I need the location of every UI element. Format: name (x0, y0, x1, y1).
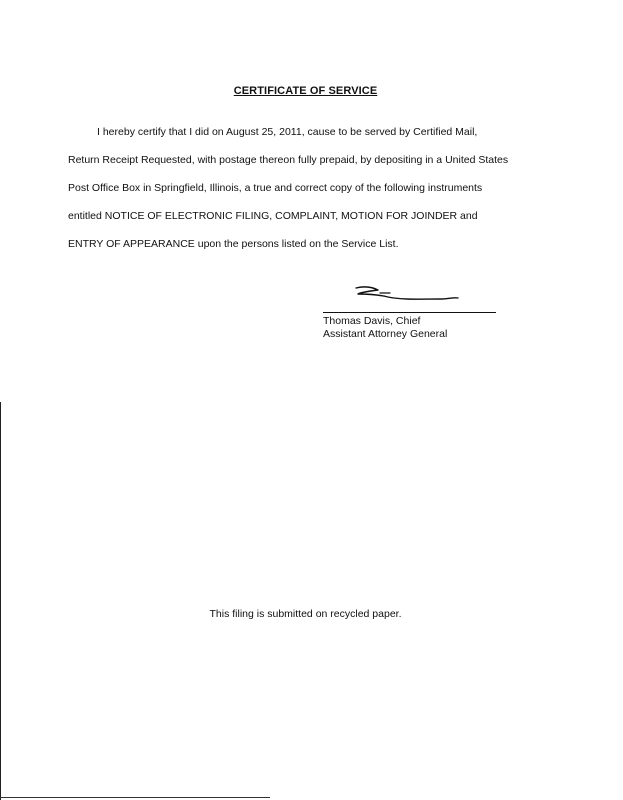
signer-name: Thomas Davis, Chief (323, 315, 421, 327)
signature-mark (350, 284, 462, 304)
scan-edge-line (0, 402, 1, 800)
document-title: CERTIFICATE OF SERVICE (233, 85, 378, 97)
body-line: entitled NOTICE OF ELECTRONIC FILING, COMPLAINT, MOTION FOR JOINDER and (68, 210, 478, 222)
body-line: I hereby certify that I did on August 25, 2011, cause to be served by Certified Mail, (97, 126, 478, 138)
recycled-paper-note: This filing is submitted on recycled paper. (209, 608, 402, 620)
signer-title: Assistant Attorney General (323, 328, 448, 340)
body-line: Return Receipt Requested, with postage thereon fully prepaid, by depositing in a United States (68, 154, 509, 166)
certificate-body (68, 118, 548, 258)
body-line: Post Office Box in Springfield, Illinois, a true and correct copy of the following instruments (68, 182, 483, 194)
signer-block (323, 315, 447, 341)
signature-line (323, 312, 496, 313)
body-line: ENTRY OF APPEARANCE upon the persons listed on the Service List. (68, 238, 399, 250)
scan-bottom-line (0, 797, 270, 798)
